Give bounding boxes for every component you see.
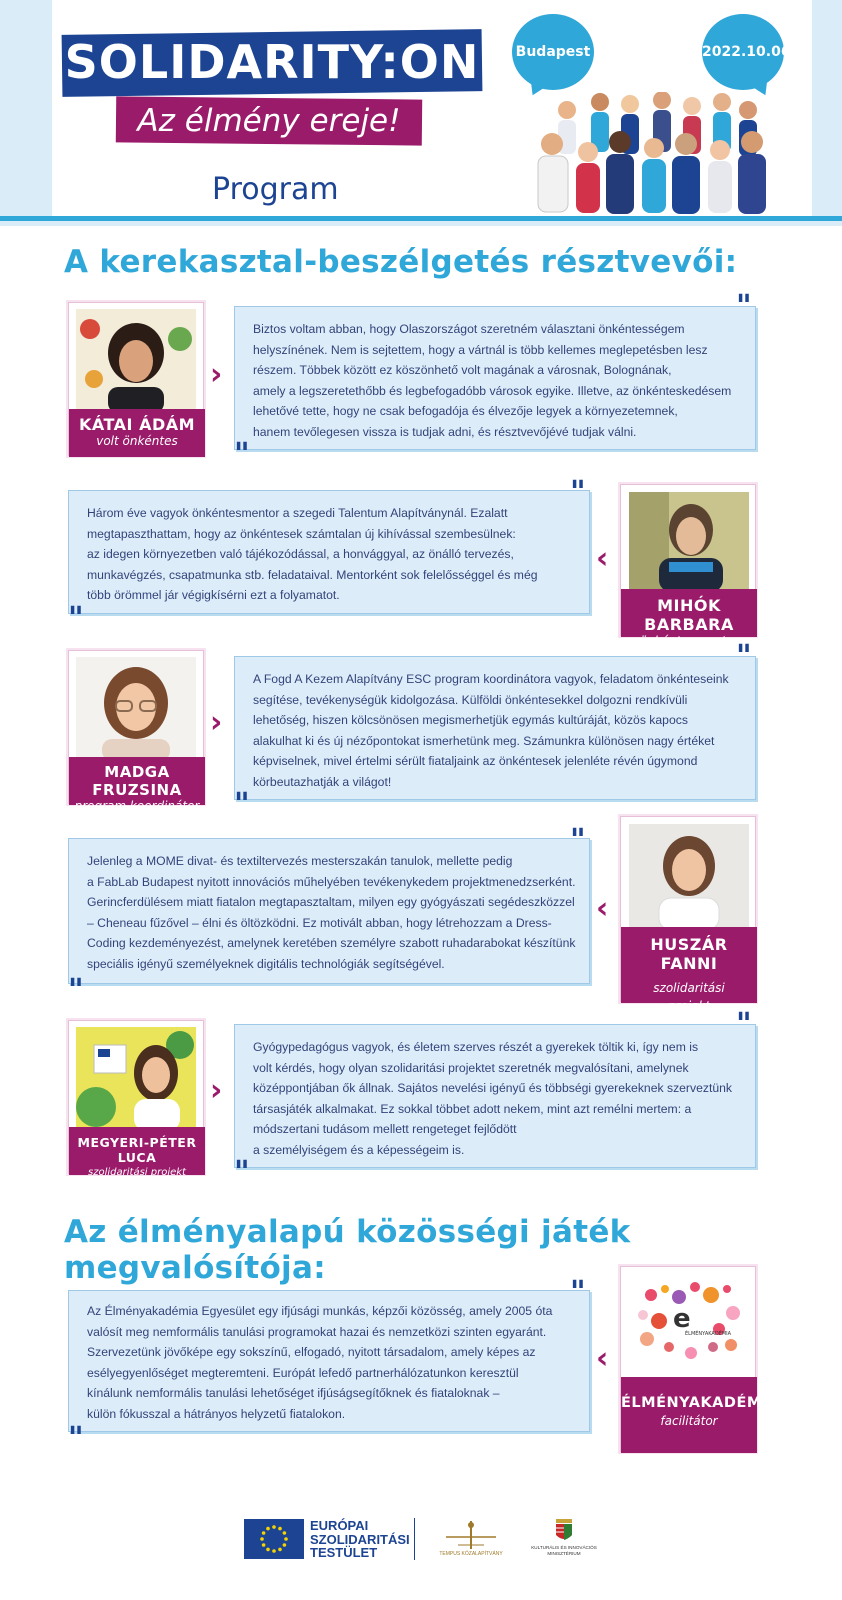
participant-name: MADGA FRUZSINA (92, 763, 182, 799)
quote-close-icon: " (68, 1421, 84, 1456)
facilitator-logo (629, 1275, 749, 1385)
participant-photo (76, 309, 196, 413)
participant-photo (629, 492, 749, 592)
header-right-strip (812, 0, 842, 218)
quote-open-icon: " (736, 1007, 752, 1042)
svg-text:e: e (673, 1304, 691, 1334)
participant-card (620, 816, 756, 1013)
participant-role: szolidaritási projekt (653, 981, 725, 1013)
elmenyakademia-logo-icon (629, 1275, 749, 1371)
quote-close-icon: " (68, 601, 84, 636)
participant-name: MEGYERI-PÉTER LUCA (77, 1135, 197, 1165)
header-banner (0, 0, 842, 228)
participant-name-tag (69, 1127, 205, 1189)
tempus-label: TEMPUS KÖZALAPÍTVÁNY (439, 1551, 503, 1557)
portrait-image (76, 1027, 196, 1131)
quote-text: Jelenleg a MOME divat- és textiltervezés mesterszakán tanulok, mellette pedig a FabLab Budapest nyitott innovációs műhelyében tevékenykedem projektmenedzserként. Gerincferdülésem miatt fiatalon megtapasztaltam, milyen egy gyógyászati segédeszközzel – Cheneau fűzővel – élni és öltözködni. Ez motivált abban, hogy létrehozzam a Dress- Coding kezdeményezést, amelynek keretében személyre szabott ruhadarabokat készítünk speciális igényű személyeknek digitális technológiák segítségével. (87, 854, 576, 971)
quote-text: A Fogd A Kezem Alapítvány ESC program koordinátora vagyok, feladatom önkénteseink segítése, tevékenységük kidolgozása. Külföldi önkéntesekkel dolgozni rendkívüli lehetőség, hiszen kölcsönösen megismerhetjük egymás kultúráját, közös kapocs alakulhat ki és új nézőpontokat ismerhetünk meg. Számunkra különösen nagy értéket képviselnek, mivel értelmi sérült fiataljaink az önkéntesek jelenléte révén úgymond körbeutazhatják a világot! (253, 672, 729, 789)
esc-line: SZOLIDARITÁSI (310, 1531, 410, 1547)
facilitator-card (620, 1266, 780, 1452)
chevron-right-icon: › (210, 1073, 223, 1108)
chevron-left-icon: ‹ (596, 1341, 609, 1376)
event-subtitle: Az élmény ereje! (137, 103, 401, 139)
program-heading: Program (212, 172, 339, 207)
participant-card (68, 650, 204, 813)
participant-photo (76, 657, 196, 761)
participant-card (620, 484, 756, 648)
date-bubble (702, 14, 796, 90)
participant-role: program koordinátor (74, 799, 200, 813)
portrait-image (76, 657, 196, 761)
chevron-left-icon: ‹ (596, 891, 609, 926)
participant-name: KÁTAI ÁDÁM (78, 415, 196, 434)
portrait-image (629, 824, 749, 930)
ministry-line: MINISZTÉRIUM (547, 1550, 581, 1556)
participant-name-tag (69, 757, 205, 813)
esc-line: EURÓPAI (310, 1518, 369, 1533)
quote-close-icon: " (234, 437, 250, 472)
quote-text: Biztos voltam abban, hogy Olaszországot szeretném választani önkéntességem helyszínének. Nem is sejtettem, hogy a vártnál is több kellemes meglepetésben lesz részem. Többek között ez köszönhető volt magának a városnak, Bolognának, amely a legszeretethőbb és legbefogadóbb városok egyike. Illetve, az önkénteskedésem lehetővé tette, hogy ne csak befogadója és élvezője legyek a környezetemnek, hanem tevőlegesen vissza is tudjak adni, és résztvevőjévé tudjak válni. (253, 322, 732, 439)
event-title: SOLIDARITY:ON (64, 35, 480, 89)
quote-close-icon: " (234, 1155, 250, 1190)
logo-wordmark: ÉLMÉNYAKADÉMIA (685, 1331, 732, 1337)
participant-name-tag (621, 589, 757, 648)
quote-open-icon: " (570, 475, 586, 510)
city-bubble (512, 14, 594, 90)
quote-box (68, 490, 590, 614)
esc-line: TESTÜLET (310, 1545, 378, 1560)
date-label: 2022.10.06. (702, 44, 796, 60)
city-label: Budapest (515, 44, 591, 60)
tempus-logo (438, 1519, 504, 1559)
game-section-title: Az élményalapú közösségi játék megvalósítója: (64, 1214, 631, 1286)
quote-text: Az Élményakadémia Egyesület egy ifjúsági munkás, képzői közösség, amely 2005 óta valósít meg nemformális tanulási programokat hazai és nemzetközi szinten egyaránt. Szervezetünk jövőképe egy sokszínű, elfogadó, nyitott társadalom, amely képes az esélyegyenlőséget megteremteni. Európát lefedő partnerhálózatunkon keresztül kínálunk nemformális tanulási lehetőséget ifjúságsegítőknek és fiataloknak – külön fókusszal a hátrányos helyzetű fiatalokon. (87, 1304, 553, 1421)
participant-name: MIHÓK BARBARA (644, 596, 734, 634)
participant-photo (76, 1027, 196, 1131)
facilitator-name: ÉLMÉNYAKADÉMIA (621, 1395, 780, 1411)
portrait-image (76, 309, 196, 413)
chevron-left-icon: ‹ (596, 541, 609, 576)
header-left-strip (0, 0, 52, 218)
ministry-line: KULTURÁLIS ÉS INNOVÁCIÓS (531, 1545, 597, 1550)
ministry-logo (528, 1517, 600, 1561)
participant-name-tag (621, 927, 757, 1013)
footer-divider (414, 1518, 415, 1560)
participant-name-tag (69, 409, 205, 457)
quote-box (234, 1024, 756, 1168)
quote-close-icon: " (234, 787, 250, 822)
participant-photo (629, 824, 749, 930)
facilitator-name-tag (621, 1377, 780, 1453)
participant-role: volt önkéntes (96, 434, 178, 448)
chevron-right-icon: › (210, 705, 223, 740)
quote-box (68, 1290, 590, 1432)
quote-box (234, 306, 756, 450)
ministry-label (528, 1545, 600, 1556)
chevron-right-icon: › (210, 357, 223, 392)
european-solidarity-corps-logo (244, 1519, 416, 1559)
quote-close-icon: " (68, 973, 84, 1008)
esc-wordmark (310, 1519, 410, 1560)
participant-card (68, 302, 204, 456)
quote-text: Három éve vagyok önkéntesmentor a szegedi Talentum Alapítványnál. Ezalatt megtapaszthattam, hogy az önkéntesek számtalan új kihívással szembesülnek: az idegen környezetben való tájékozódással, a honvággyal, az önálló tervezés, munkavégzés, csapatmunka stb. feladataival. Mentorként sok felelősséggel és még több örömmel jár végigkísérni ezt a folyamatot. (87, 506, 538, 603)
tempus-emblem-icon (438, 1519, 504, 1551)
quote-text: Gyógypedagógus vagyok, és életem szerves részét a gyerekek töltik ki, így nem is volt kérdés, hogy olyan szolidaritási projektet szeretnék megvalósítani, amelynek középpontjában ők állnak. Sajátos nevelési igényű és többségi gyerekeknek szerveztünk társasjáték alkalmakat. Ez sokkal többet adott nekem, mint azt remélni mertem: a módszertani tudásom mellett rengeteget fejlődött a személyiségem és a képességeim is. (253, 1040, 732, 1157)
portrait-image (629, 492, 749, 592)
quote-open-icon: " (570, 1275, 586, 1310)
people-illustration (522, 92, 772, 216)
quote-box (68, 838, 590, 984)
quote-open-icon: " (736, 639, 752, 674)
quote-open-icon: " (570, 823, 586, 858)
participant-card (68, 1020, 204, 1189)
quote-box (234, 656, 756, 800)
participant-role: önkéntesmentor (639, 634, 739, 648)
hungarian-coat-of-arms-icon (528, 1517, 600, 1545)
facilitator-role: facilitátor (660, 1414, 718, 1428)
header-divider-light (0, 221, 842, 226)
panel-section-title: A kerekasztal-beszélgetés résztvevői: (64, 244, 738, 280)
eu-flag-icon (244, 1519, 304, 1559)
participant-name: HUSZÁR FANNI (650, 935, 728, 973)
participant-role: szolidaritási projekt megvalósító (88, 1167, 186, 1189)
quote-open-icon: " (736, 289, 752, 324)
